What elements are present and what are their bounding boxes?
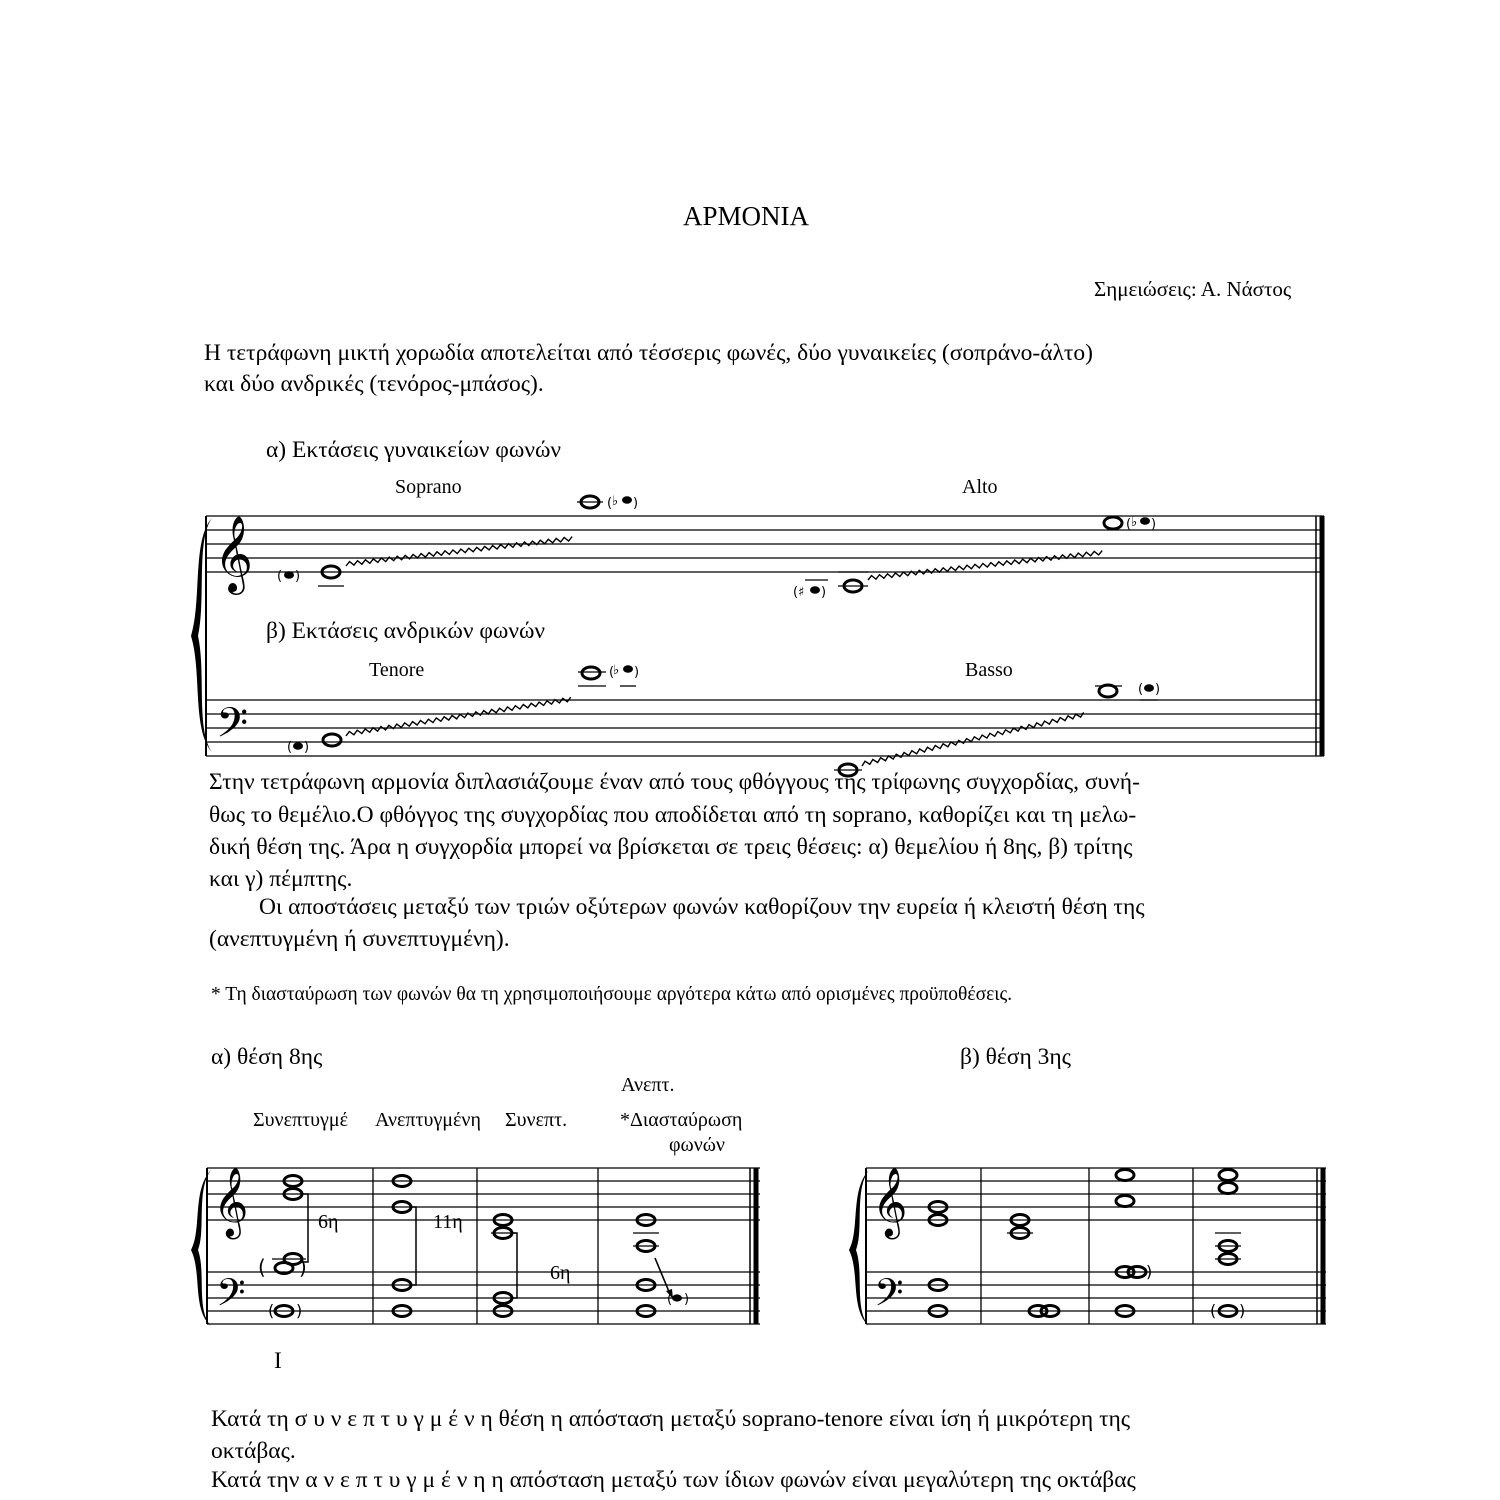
paragraph-line-1: Στην τετράφωνη αρμονία διπλασιάζουμε έναν από τους φθόγγους της τρίφωνης συγχορδίας, συνή- (209, 769, 1140, 795)
svg-text:): ) (1239, 1301, 1246, 1320)
footnote: * Τη διασταύρωση των φωνών θα τη χρησιμοποιήσουμε αργότερα κάτω από ορισμένες προϋποθέσεις. (211, 984, 1013, 1005)
tenore-label: Tenore (369, 659, 425, 681)
bass-clef-icon: 𝄢 (874, 1270, 904, 1324)
label-closed: Συνεπτυγμέ (253, 1109, 348, 1131)
svg-text:(: ( (1210, 1301, 1217, 1320)
svg-text:(: ( (1126, 517, 1132, 532)
intro-line-1: Η τετράφωνη μικτή χορωδία αποτελείται από τέσσερις φωνές, δύο γυναικείες (σοπράνο-άλτο) (204, 340, 1093, 366)
author-note: Σημειώσεις: Α. Νάστος (1094, 277, 1292, 301)
svg-text:(: ( (258, 1255, 266, 1279)
intro-line-2: και δύο ανδρικές (τενόρος-μπάσος). (204, 371, 544, 397)
male-ranges-heading: β) Εκτάσεις ανδρικών φωνών (266, 618, 546, 644)
svg-text:♭: ♭ (1131, 515, 1138, 530)
svg-text:): ) (634, 665, 640, 680)
label-voices: φωνών (669, 1134, 725, 1156)
svg-text:): ) (684, 1292, 690, 1307)
paragraph-line-4: και γ) πέμπτης. (209, 866, 353, 892)
svg-text:): ) (299, 1255, 307, 1279)
svg-text:): ) (1151, 517, 1157, 532)
interval-6-label: 6η (318, 1211, 339, 1233)
svg-text:(: ( (667, 1292, 673, 1307)
paragraph-line-2: θως το θεμέλιο.Ο φθόγγος της συγχορδίας που αποδίδεται από τη soprano, καθορίζει και τη μελω- (209, 802, 1137, 828)
svg-text:): ) (1146, 1262, 1153, 1281)
svg-text:♭: ♭ (613, 663, 620, 678)
treble-clef-icon: 𝄞 (214, 515, 254, 592)
bass-clef-icon: 𝄢 (216, 1270, 246, 1324)
paragraph-line-3: δική θέση της. Άρα η συγχορδία μπορεί να βρίσκεται σε τρεις θέσεις: α) θεμελίου ή 8ης, β) τρίτης (209, 834, 1133, 860)
svg-text:): ) (295, 569, 301, 584)
svg-text:(: ( (287, 740, 293, 755)
svg-text:): ) (821, 585, 827, 600)
svg-text:): ) (633, 496, 639, 511)
svg-text:(: ( (277, 569, 283, 584)
svg-text:(: ( (607, 496, 613, 511)
paragraph-line-6: (ανεπτυγμένη ή συνεπτυγμένη). (209, 926, 510, 952)
svg-text:♯: ♯ (798, 585, 805, 600)
interval-6b-label: 6η (550, 1262, 571, 1284)
closing-line-3: Κατά την α ν ε π τ υ γ μ έ ν η η απόσταση μεταξύ των ίδιων φωνών είναι μεγαλύτερη της οκτάβας (211, 1467, 1136, 1493)
page-title: ΑΡΜΟΝΙΑ (683, 201, 810, 231)
label-open-short: Ανεπτ. (621, 1074, 675, 1096)
svg-text:): ) (296, 1301, 303, 1320)
bass-clef-icon: 𝄢 (216, 699, 249, 757)
svg-text:(: ( (793, 585, 799, 600)
closing-line-1: Κατά τη σ υ ν ε π τ υ γ μ έ ν η θέση η απόσταση μεταξύ soprano-tenore είναι ίση ή μικρότερη της (211, 1406, 1131, 1432)
svg-text:): ) (304, 740, 310, 755)
svg-text:(: ( (609, 665, 615, 680)
paragraph-line-5: Οι αποστάσεις μεταξύ των τριών οξύτερων φωνών καθορίζουν την ευρεία ή κλειστή θέση της (259, 894, 1145, 920)
svg-text:♭: ♭ (612, 494, 619, 509)
svg-text:): ) (1155, 682, 1161, 697)
alto-label: Alto (962, 476, 998, 498)
svg-text:(: ( (1138, 682, 1144, 697)
label-closed-short: Συνεπτ. (505, 1109, 568, 1131)
closing-line-2: οκτάβας. (211, 1438, 296, 1464)
label-crossing: *Διασταύρωση (620, 1109, 743, 1131)
label-open: Ανεπτυγμένη (375, 1109, 481, 1131)
treble-clef-icon: 𝄞 (213, 1167, 249, 1237)
treble-clef-icon: 𝄞 (872, 1167, 908, 1237)
third-position-heading: β) θέση 3ης (960, 1044, 1071, 1070)
basso-label: Basso (965, 659, 1013, 681)
interval-11-label: 11η (433, 1211, 463, 1233)
roman-numeral: I (274, 1348, 282, 1374)
chord-notes (929, 1170, 1237, 1317)
svg-text:(: ( (268, 1301, 275, 1320)
soprano-label: Soprano (395, 476, 462, 498)
female-ranges-heading: α) Εκτάσεις γυναικείων φωνών (266, 437, 562, 463)
eighth-position-heading: α) θέση 8ης (211, 1044, 323, 1070)
